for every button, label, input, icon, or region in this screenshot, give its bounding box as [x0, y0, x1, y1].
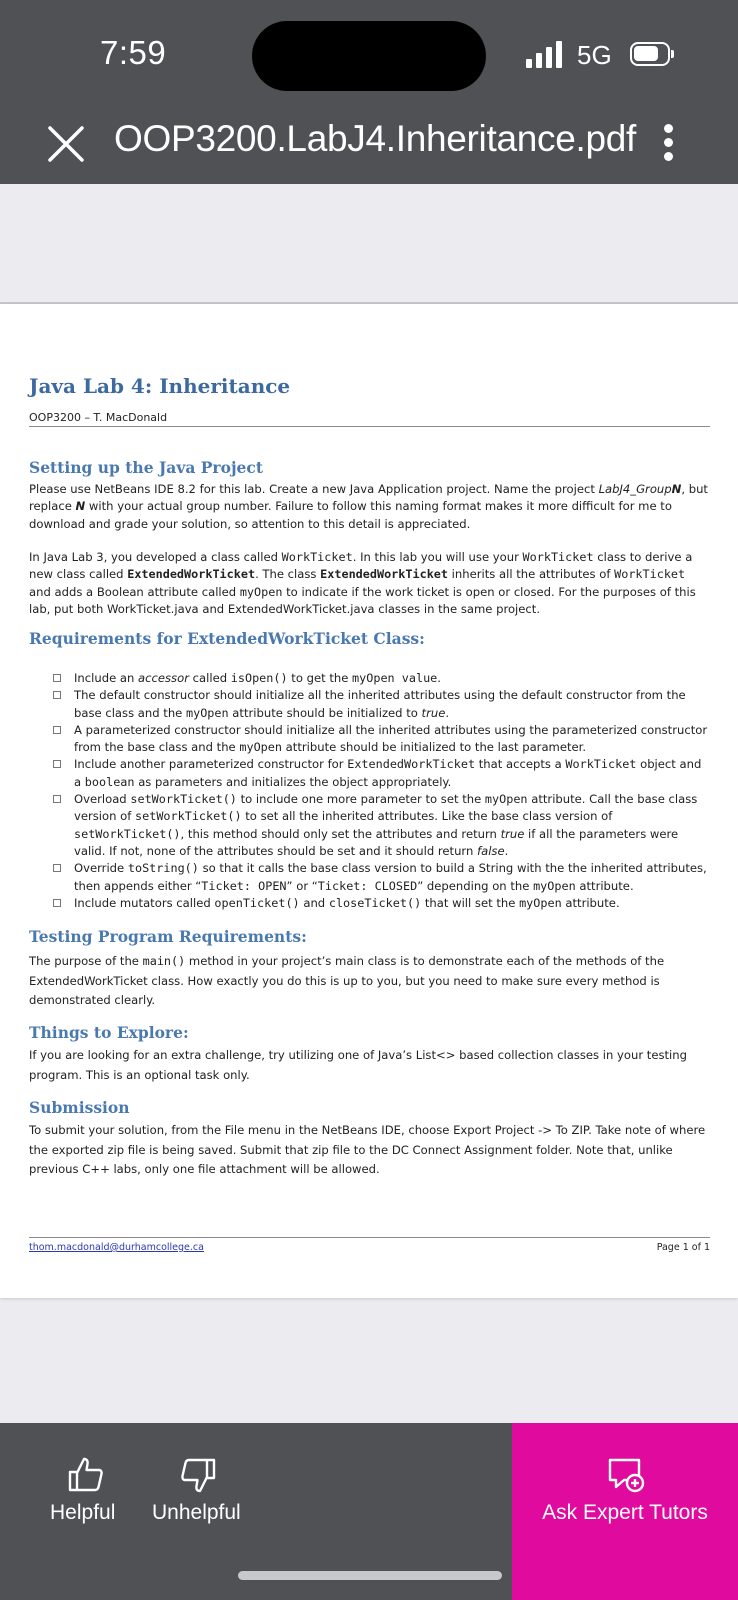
checkbox-icon: [53, 760, 61, 768]
thumbs-down-icon: [178, 1455, 218, 1495]
list-item: Include another parameterized constructor for ExtendedWorkTicket that accepts a WorkTicket object and a boolean as parameters and initializes the object appropriately.: [29, 756, 709, 791]
unhelpful-label: Unhelpful: [152, 1501, 241, 1524]
checkbox-icon: [53, 864, 61, 872]
viewer-background: [0, 184, 738, 304]
checkbox-icon: [53, 674, 61, 682]
page-number: Page 1 of 1: [656, 1242, 710, 1253]
testing-paragraph: The purpose of the main() method in your project’s main class is to demonstrate each of the methods of the ExtendedWorkTicket class. How exactly you do this is up to you, but you need to make sure every method is demonstrated clearly.: [29, 954, 665, 1007]
doc-title: Java Lab 4: Inheritance: [29, 374, 291, 398]
dynamic-island: [252, 21, 486, 91]
list-item: Include mutators called openTicket() and closeTicket() that will set the myOpen attribute.: [29, 895, 709, 912]
battery-icon: [630, 42, 670, 66]
list-item: The default constructor should initialize all the inherited attributes using the default constructor from the base class and the myOpen attribute should be initialized to true.: [29, 687, 709, 722]
setup-paragraph-2: In Java Lab 3, you developed a class called WorkTicket. In this lab you will use your WorkTicket class to derive a new class called ExtendedWorkTicket. The class ExtendedWorkTicket inherits all the attributes of WorkTicket and adds a Boolean attribute called myOpen to indicate if the work ticket is open or closed. For the purposes of this lab, put both WorkTicket.java and ExtendedWorkTicket.java classes in the same project.: [29, 550, 696, 616]
explore-heading: Things to Explore:: [29, 1023, 189, 1042]
ask-expert-tutors-label: Ask Expert Tutors: [542, 1501, 708, 1524]
requirements-heading: Requirements for ExtendedWorkTicket Class:: [29, 629, 425, 648]
list-item: A parameterized constructor should initialize all the inherited attributes using the parameterized constructor from the base class and the myOpen attribute should be initialized to the last parameter.: [29, 722, 709, 757]
status-time: 7:59: [100, 34, 167, 71]
footer-divider: [29, 1237, 710, 1238]
checkbox-icon: [53, 691, 61, 699]
testing-heading: Testing Program Requirements:: [29, 927, 307, 946]
explore-paragraph: If you are looking for an extra challenge, try utilizing one of Java’s List<> based collection classes in your testing program. This is an optional task only.: [29, 1048, 687, 1082]
ask-expert-tutors-button[interactable]: [512, 1423, 738, 1600]
footer-email-link[interactable]: thom.macdonald@durhamcollege.ca: [29, 1242, 204, 1253]
close-button[interactable]: [44, 122, 88, 166]
home-indicator[interactable]: [238, 1571, 502, 1580]
divider: [29, 426, 710, 427]
setup-paragraph-1: Please use NetBeans IDE 8.2 for this lab. Create a new Java Application project. Name the project LabJ4_GroupN, but replace N with your actual group number. Failure to follow this naming format makes it more difficult for me to download and grade your solution, so attention to this detail is appreciated.: [29, 482, 708, 531]
doc-subtitle: OOP3200 – T. MacDonald: [29, 411, 168, 424]
more-icon: [664, 124, 673, 133]
chat-plus-icon: [606, 1455, 646, 1495]
list-item: Overload setWorkTicket() to include one more parameter to set the myOpen attribute. Call the base class version of setWorkTicket() to set all the inherited attributes. Like the base class version of setWorkTicket(), this method should only set the attributes and return true if all the parameters were valid. If not, none of the attributes should be set and it should return false.: [29, 791, 709, 860]
requirements-list: [29, 670, 709, 912]
submission-heading: Submission: [29, 1098, 130, 1117]
thumbs-up-icon: [66, 1455, 106, 1495]
signal-icon: [526, 40, 564, 68]
list-item: Include an accessor called isOpen() to get the myOpen value.: [29, 670, 709, 687]
helpful-button[interactable]: [40, 1423, 140, 1600]
file-title: OOP3200.LabJ4.Inheritance.pdf: [114, 118, 637, 159]
helpful-label: Helpful: [50, 1501, 116, 1524]
more-options-button[interactable]: [660, 124, 676, 168]
submission-paragraph: To submit your solution, from the File menu in the NetBeans IDE, choose Export Project -> To ZIP. Take note of where the exported zip file is being saved. Submit that zip file to the DC Connect Assignment folder. Note that, unlike previous C++ labs, only one file attachment will be allowed.: [29, 1123, 706, 1176]
list-item: Override toString() so that it calls the base class version to build a String with the the inherited attributes, then appends either “Ticket: OPEN” or “Ticket: CLOSED” depending on the myOpen attribute.: [29, 860, 709, 895]
network-type: 5G: [577, 40, 612, 70]
checkbox-icon: [53, 899, 61, 907]
checkbox-icon: [53, 726, 61, 734]
top-bar: [0, 0, 738, 184]
close-icon: [44, 122, 88, 166]
setup-heading: Setting up the Java Project: [29, 458, 264, 477]
checkbox-icon: [53, 795, 61, 803]
